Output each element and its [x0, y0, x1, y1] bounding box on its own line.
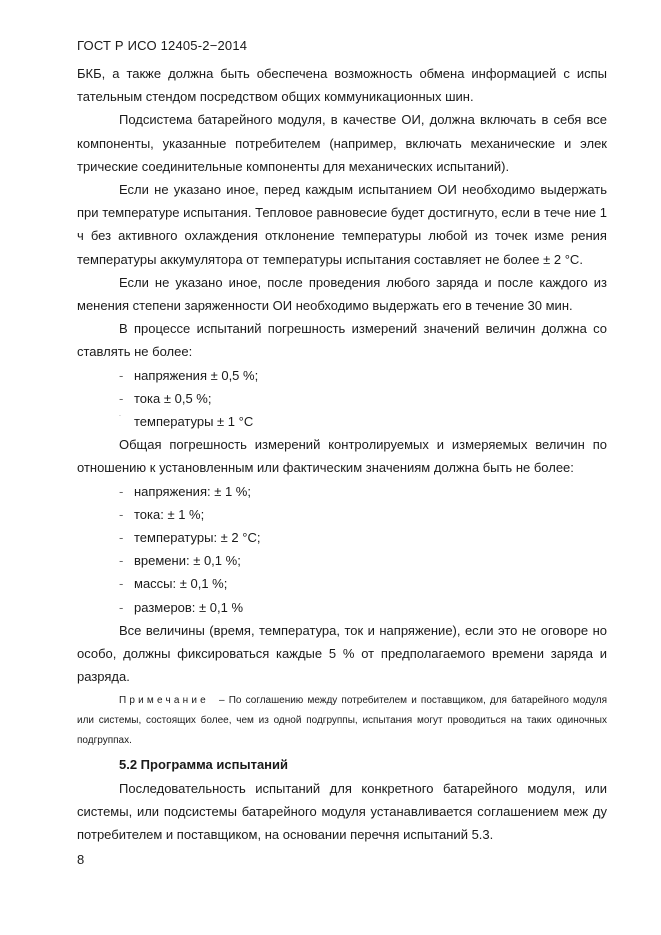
list-item-text: напряжения ± 0,5 %; — [134, 367, 259, 383]
document-body — [77, 62, 607, 846]
text-line: рения температуры аккумулятора от температуры испытания составляет не более — [77, 228, 607, 267]
list-marker: - — [119, 367, 124, 383]
list-marker: - — [119, 599, 124, 615]
text-line: системы, или подсистемы батарейного модуля устанавливается соглашением меж — [77, 803, 589, 819]
note-text: – По соглашению между потребителем и поставщиком, для батарейного модуля или системы, состоящих более, чем из одной подгруппы, испытания могут проводиться на таких одиночных подгруппах. — [77, 695, 607, 747]
list-item-text: температуры ± 1 °С — [134, 414, 254, 430]
text-line: Все величины (время, температура, ток и напряжение), если это не оговоре — [119, 622, 589, 638]
list-item-text: массы: ± 0,1 %; — [134, 576, 228, 592]
text-line: Подсистема батарейного модуля, в качестве ОИ, должна включать в себя все — [119, 112, 607, 128]
paragraph-continuation — [77, 62, 607, 108]
list-item — [77, 503, 607, 526]
list-item-text: времени: ± 0,1 %; — [134, 553, 241, 569]
text-line: Последовательность испытаний для конкретного батарейного модуля, или — [119, 780, 607, 796]
text-line: компоненты, указанные потребителем (например, включать механические и элек — [77, 135, 607, 151]
paragraph-rest-period — [77, 271, 607, 317]
text-line: трические соединительные компоненты для механических испытаний). — [77, 158, 510, 174]
list-item — [77, 572, 607, 595]
note-label: Примечание — [119, 695, 209, 707]
list-item-text: тока: ± 1 %; — [134, 506, 205, 522]
text-line: ± 2 °С. — [543, 251, 583, 267]
list-item — [77, 410, 607, 433]
paragraph-recording-interval — [77, 619, 607, 689]
text-line: Если не указано иное, после проведения любого заряда и после каждого из — [119, 274, 607, 290]
note-block — [77, 691, 607, 751]
list-marker: - — [119, 530, 124, 546]
text-line: менения степени заряженности ОИ необходимо выдержать его в течение 30 мин. — [77, 298, 573, 314]
paragraph-total-error — [77, 433, 607, 479]
list-item-text: тока ± 0,5 %; — [134, 390, 212, 406]
list-item — [77, 549, 607, 572]
text-line: Общая погрешность измерений контролируемых и измеряемых величин по — [119, 437, 607, 453]
paragraph-test-program — [77, 777, 607, 847]
text-line: и разряда. — [77, 646, 607, 685]
paragraph-measurement-accuracy — [77, 317, 607, 363]
list-item — [77, 364, 607, 387]
list-marker: ˙ — [119, 414, 122, 424]
text-line: при температуре испытания. Тепловое равновесие будет достигнуто, если в тече — [77, 205, 571, 221]
list-item — [77, 480, 607, 503]
text-line: тательным стендом посредством общих коммуникационных шин. — [77, 89, 474, 105]
list-item-text: температуры: ± 2 °С; — [134, 530, 261, 546]
list-marker: - — [119, 506, 124, 522]
list-marker: - — [119, 390, 124, 406]
list-item — [77, 387, 607, 410]
section-heading: 5.2 Программа испытаний — [119, 757, 289, 773]
text-line: ние 1 ч без активного охлаждения отклонение температуры любой из точек изме — [77, 205, 607, 244]
document-header: ГОСТ Р ИСО 12405-2−2014 — [77, 38, 248, 53]
list-marker: - — [119, 483, 124, 499]
list-item — [77, 526, 607, 549]
text-line: БКБ, а также должна быть обеспечена возможность обмена информацией с испы — [77, 66, 607, 81]
list-marker: - — [119, 553, 124, 569]
text-line: В процессе испытаний погрешность измерений значений величин должна со — [119, 321, 607, 337]
list-item — [77, 596, 607, 619]
text-line: отношению к установленным или фактическим значениям должна быть не более: — [77, 460, 574, 476]
text-line: Если не указано иное, перед каждым испытанием ОИ необходимо выдержать — [119, 182, 607, 198]
paragraph-subsystem — [77, 108, 607, 178]
list-marker: - — [119, 576, 124, 592]
text-line: ду потребителем и поставщиком, на основании перечня испытаний 5.3. — [77, 803, 607, 843]
paragraph-thermal-equilibrium — [77, 178, 607, 271]
list-item-text: напряжения: ± 1 %; — [134, 483, 251, 499]
list-item-text: размеров: ± 0,1 % — [134, 599, 244, 615]
text-line: но особо, должны фиксироваться каждые 5 % от предполагаемого времени заряда — [77, 622, 607, 662]
text-line: ставлять не более: — [77, 344, 193, 360]
page-number: 8 — [77, 852, 85, 867]
